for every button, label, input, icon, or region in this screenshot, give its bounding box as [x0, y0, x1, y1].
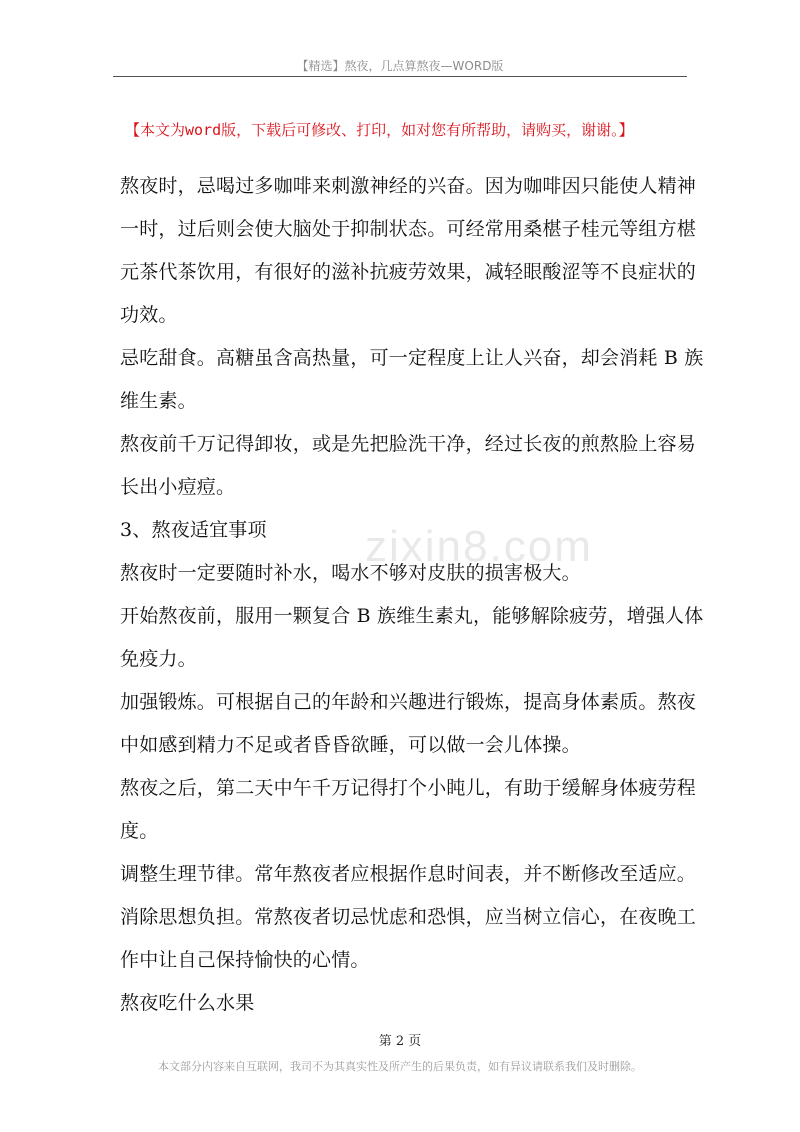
body-line: 作中让自己保持愉快的心情。 — [120, 949, 370, 971]
body-line: 维生素。 — [120, 390, 197, 412]
download-notice: 【本文为word版，下载后可修改、打印，如对您有所帮助，请购买，谢谢。】 — [125, 121, 634, 139]
body-line: 一时，过后则会使大脑处于抑制状态。可经常用桑椹子桂元等组方椹 — [120, 218, 697, 240]
body-line: 加强锻炼。可根据自己的年龄和兴趣进行锻炼，提高身体素质。熬夜 — [120, 691, 697, 713]
body-line: 度。 — [120, 820, 159, 842]
body-line: 功效。 — [120, 304, 178, 326]
body-line: 熬夜前千万记得卸妆，或是先把脸洗干净，经过长夜的煎熬脸上容易 — [120, 433, 697, 455]
body-line: 调整生理节律。常年熬夜者应根据作息时间表，并不断修改至适应。 — [120, 863, 697, 885]
page-number: 第 2 页 — [378, 1034, 422, 1049]
section-heading: 熬夜吃什么水果 — [120, 992, 255, 1014]
body-line: 免疫力。 — [120, 648, 197, 670]
body-line: 熬夜之后，第二天中午千万记得打个小盹儿，有助于缓解身体疲劳程 — [120, 777, 697, 799]
header-divider — [113, 76, 687, 77]
watermark-logo: zixin8.com — [365, 522, 593, 571]
page-header: 【精选】熬夜，几点算熬夜—WORD版 — [296, 59, 504, 73]
body-line: 长出小痘痘。 — [120, 476, 236, 498]
body-line: 消除思想负担。常熬夜者切忌忧虑和恐惧，应当树立信心，在夜晚工 — [120, 906, 697, 928]
body-line: 熬夜时一定要随时补水，喝水不够对皮肤的损害极大。 — [120, 562, 581, 584]
body-line: 元茶代茶饮用，有很好的滋补抗疲劳效果，减轻眼酸涩等不良症状的 — [120, 261, 697, 283]
body-line: 忌吃甜食。高糖虽含高热量，可一定程度上让人兴奋，却会消耗 B 族 — [120, 347, 704, 369]
body-line: 熬夜时，忌喝过多咖啡来刺激神经的兴奋。因为咖啡因只能使人精神 — [120, 175, 697, 197]
section-heading: 3、熬夜适宜事项 — [120, 519, 267, 541]
body-line: 开始熬夜前，服用一颗复合 B 族维生素丸，能够解除疲劳，增强人体 — [120, 605, 704, 627]
body-line: 中如感到精力不足或者昏昏欲睡，可以做一会儿体操。 — [120, 734, 581, 756]
page-footer: 本文部分内容来自互联网，我司不为其真实性及所产生的后果负责，如有异议请联系我们及时删除。 — [158, 1060, 642, 1073]
document-body — [120, 165, 704, 1025]
